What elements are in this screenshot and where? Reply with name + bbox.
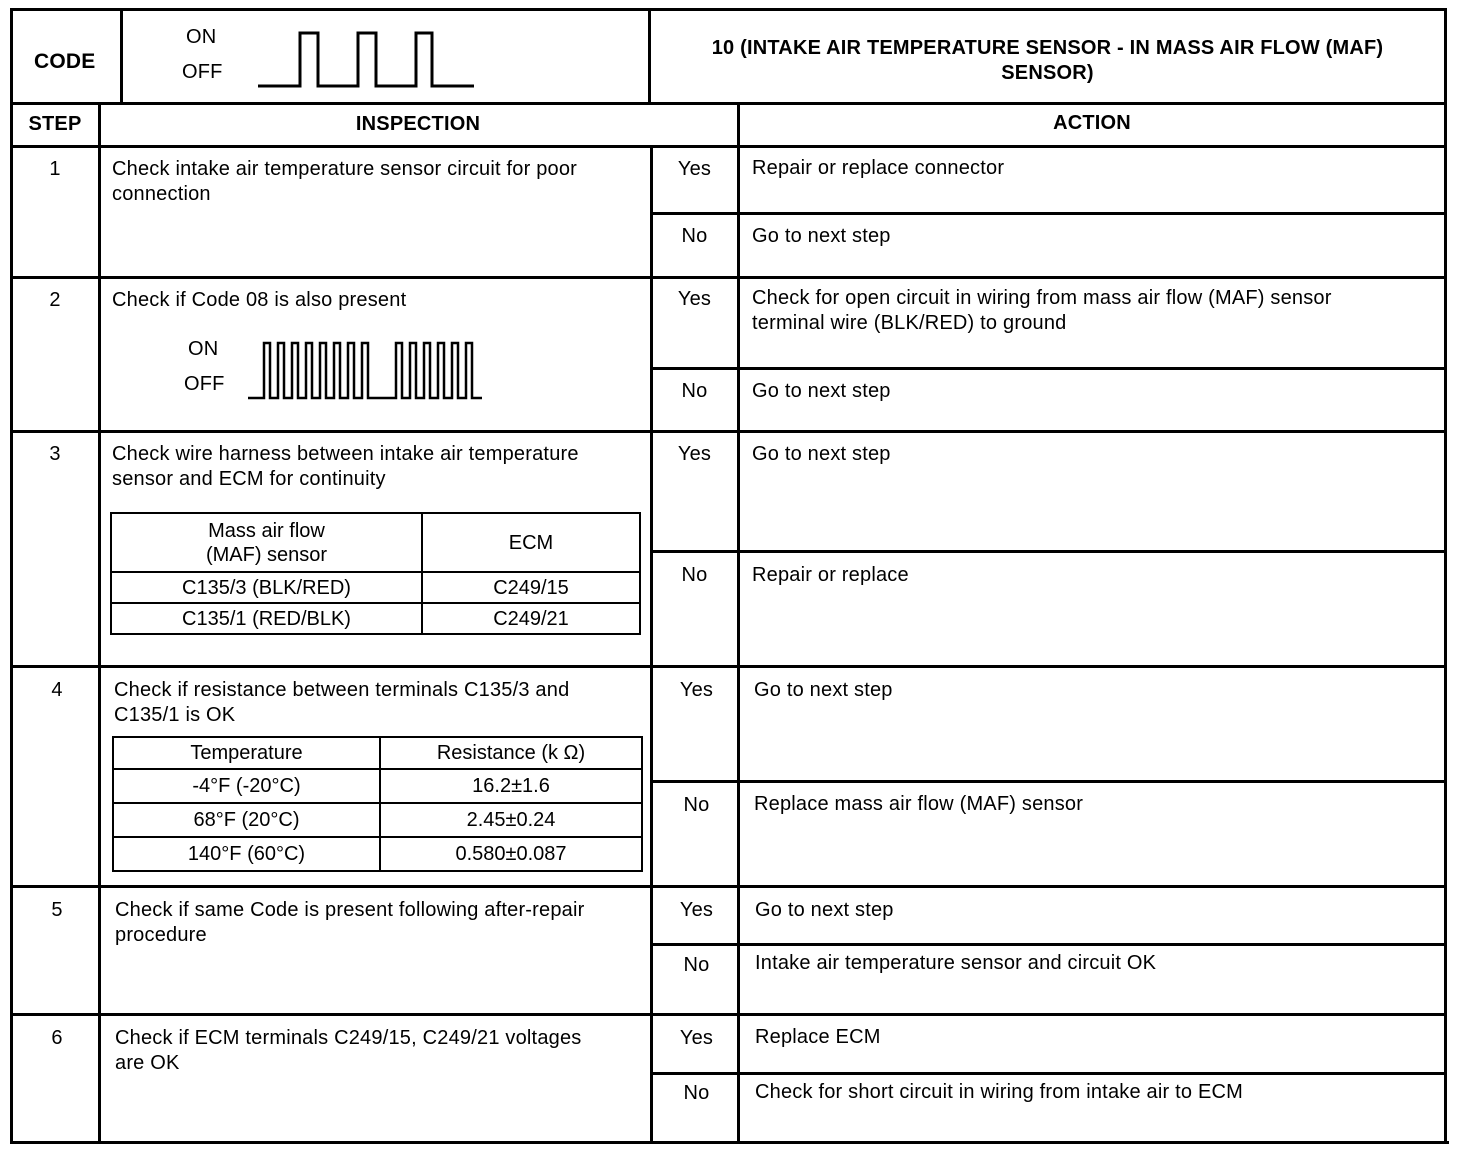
inspection-text [112, 442, 579, 492]
on-label: ON [186, 26, 217, 48]
inspection-line: procedure [115, 924, 207, 946]
inspection-text [115, 1026, 582, 1076]
inspection-line: C135/1 is OK [114, 704, 236, 726]
header-line: (MAF) sensor [205, 543, 328, 566]
table-cell: C249/21 [422, 603, 640, 634]
yes-action: Go to next step [752, 443, 891, 465]
table-header-cell [111, 513, 422, 572]
yes-label: Yes [677, 158, 712, 180]
table-cell: 68°F (20°C) [113, 803, 380, 837]
code-title-line1: 10 (INTAKE AIR TEMPERATURE SENSOR - IN MASS AIR FLOW (MAF) [711, 37, 1384, 59]
column-header-inspection: INSPECTION [355, 113, 481, 135]
header-line: Mass air flow [208, 519, 325, 542]
table-header-cell: Resistance (k Ω) [380, 737, 642, 769]
no-label: No [681, 564, 708, 586]
inspection-line: are OK [115, 1052, 180, 1074]
code-title [655, 36, 1440, 86]
code-title-line2: SENSOR) [1001, 62, 1094, 84]
yes-action: Go to next step [754, 679, 893, 701]
column-header-step: STEP [28, 113, 82, 135]
action-line: Check for open circuit in wiring from mass air flow (MAF) sensor [752, 287, 1332, 309]
table-cell: C135/1 (RED/BLK) [111, 603, 422, 634]
no-label: No [681, 380, 708, 402]
yes-action: Replace ECM [755, 1026, 881, 1048]
yes-label: Yes [679, 1027, 714, 1049]
inspection-text [115, 898, 585, 948]
off-label: OFF [184, 373, 225, 395]
action-line: terminal wire (BLK/RED) to ground [752, 312, 1067, 334]
code-pulse-waveform [258, 30, 478, 92]
table-header-cell: ECM [422, 513, 640, 572]
table-cell: 0.580±0.087 [380, 837, 642, 871]
no-label: No [683, 954, 710, 976]
inspection-line: Check if same Code is present following after-repair [115, 899, 585, 921]
table-cell: C249/15 [422, 572, 640, 603]
no-action: Go to next step [752, 380, 891, 402]
yes-action: Repair or replace connector [752, 157, 1005, 179]
yes-label: Yes [679, 899, 714, 921]
code-08-pulse-waveform [248, 340, 473, 402]
step-number: 1 [49, 158, 61, 180]
no-action: Repair or replace [752, 564, 909, 586]
table-cell: 140°F (60°C) [113, 837, 380, 871]
code-label: CODE [34, 50, 96, 73]
no-action: Go to next step [752, 225, 891, 247]
inspection-text: Check if Code 08 is also present [112, 289, 407, 311]
off-label: OFF [182, 61, 223, 83]
step-number: 2 [49, 289, 61, 311]
yes-action [752, 286, 1332, 336]
on-label: ON [188, 338, 219, 360]
inspection-text [114, 678, 569, 728]
no-action: Replace mass air flow (MAF) sensor [754, 793, 1084, 815]
table-cell: 2.45±0.24 [380, 803, 642, 837]
resistance-table [112, 736, 643, 872]
inspection-line: Check intake air temperature sensor circuit for poor [112, 158, 578, 180]
step-number: 6 [51, 1027, 63, 1049]
yes-action: Go to next step [755, 899, 894, 921]
inspection-line: Check if resistance between terminals C135/3 and [114, 679, 570, 701]
inspection-line: Check if ECM terminals C249/15, C249/21 voltages [115, 1027, 582, 1049]
step-number: 3 [49, 443, 61, 465]
inspection-line: connection [112, 183, 211, 205]
step-number: 4 [51, 679, 63, 701]
yes-label: Yes [677, 288, 712, 310]
no-action: Check for short circuit in wiring from intake air to ECM [755, 1081, 1244, 1103]
continuity-table [110, 512, 641, 635]
table-cell: -4°F (-20°C) [113, 769, 380, 803]
table-cell: C135/3 (BLK/RED) [111, 572, 422, 603]
step-number: 5 [51, 899, 63, 921]
yes-label: Yes [679, 679, 714, 701]
no-action: Intake air temperature sensor and circuit OK [755, 952, 1157, 974]
no-label: No [683, 1082, 710, 1104]
column-header-action: ACTION [1053, 112, 1131, 134]
table-header-cell: Temperature [113, 737, 380, 769]
no-label: No [683, 794, 710, 816]
inspection-line: sensor and ECM for continuity [112, 468, 386, 490]
inspection-text [112, 157, 577, 207]
yes-label: Yes [677, 443, 712, 465]
inspection-line: Check wire harness between intake air temperature [112, 443, 579, 465]
no-label: No [681, 225, 708, 247]
table-cell: 16.2±1.6 [380, 769, 642, 803]
